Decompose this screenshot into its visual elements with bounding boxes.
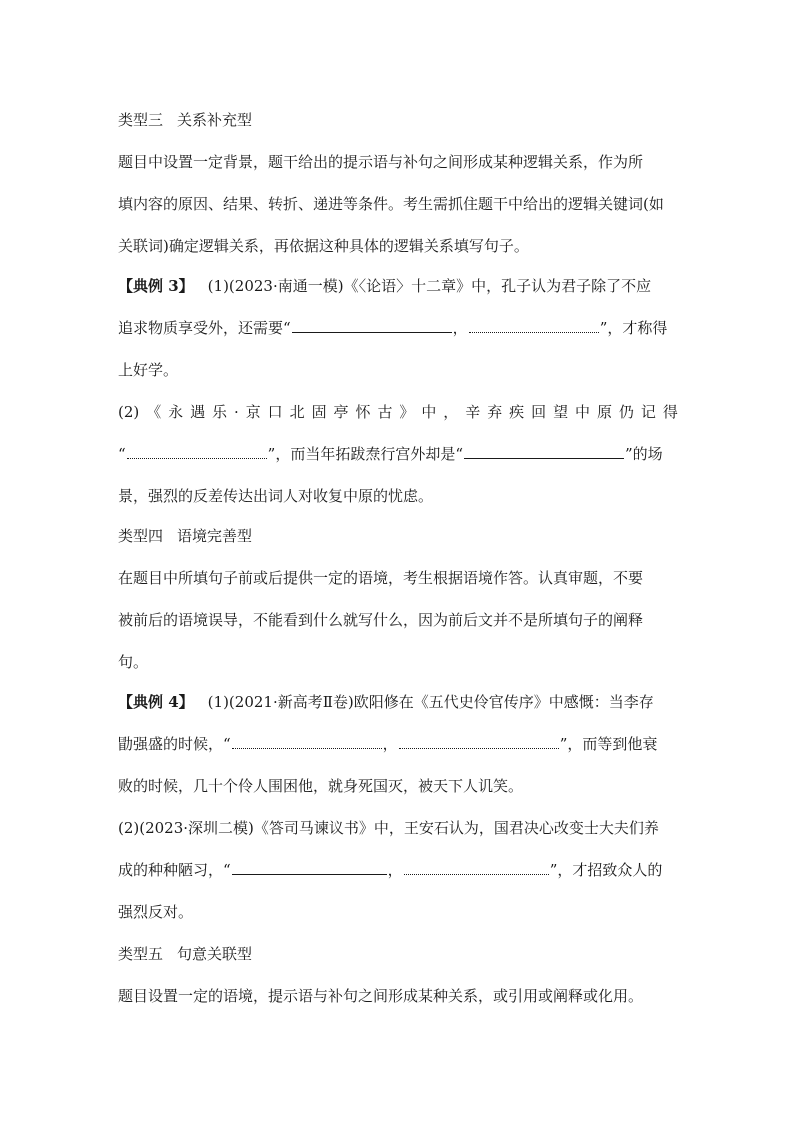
example4-q2-suffix: ”，才招致众人的 — [549, 861, 663, 879]
example4-q1-suffix: ”，而等到他衰 — [559, 735, 658, 753]
type3-heading — [118, 110, 678, 130]
example3-q2-suffix: ”的场 — [625, 445, 663, 463]
justified-char: 乐 — [212, 403, 228, 421]
example3-q1-suffix: ”，才称得 — [599, 319, 668, 337]
justified-char: 疾 — [509, 403, 525, 421]
justified-char: (2) — [118, 403, 140, 421]
example3-q1-prefix: 追求物质享受外，还需要“ — [118, 319, 291, 337]
justified-char: 记 — [640, 403, 656, 421]
type4-desc-line-3: 句。 — [118, 653, 149, 671]
type5-heading — [118, 944, 678, 964]
answer-blank[interactable] — [469, 319, 599, 333]
answer-blank[interactable] — [292, 319, 452, 333]
example3-q2-line-1 — [118, 402, 678, 422]
justified-char: 中 — [421, 403, 437, 421]
answer-blank[interactable] — [127, 445, 267, 459]
justified-char: 固 — [311, 403, 327, 421]
type4-desc-line-2: 被前后的语境误导，不能看到什么就写什么，因为前后文并不是所填句子的阐释 — [118, 611, 644, 629]
separator: ， — [387, 861, 403, 879]
type4-name: 语境完善型 — [177, 527, 253, 545]
justified-char: 京 — [245, 403, 261, 421]
quote-open: “ — [118, 445, 126, 463]
example3-q2-line-2 — [118, 444, 678, 464]
type5-title: 类型五 — [118, 945, 164, 963]
justified-char: 原 — [596, 403, 612, 421]
example3-q1-line-3: 上好学。 — [118, 361, 179, 379]
example3-label: 【典例 3】 — [118, 277, 194, 295]
justified-char: 怀 — [355, 403, 371, 421]
justified-char: 遇 — [190, 403, 206, 421]
type4-title: 类型四 — [118, 527, 164, 545]
justified-char: 辛 — [465, 403, 481, 421]
justified-char: 得 — [662, 403, 678, 421]
justified-char: 》 — [399, 403, 415, 421]
example4-q2-prefix: 成的种种陋习，“ — [118, 861, 231, 879]
type3-desc-line-1: 题目中设置一定背景，题干给出的提示语与补句之间形成某种逻辑关系，作为所 — [118, 153, 644, 171]
justified-char: 弃 — [487, 403, 503, 421]
answer-blank[interactable] — [464, 445, 624, 459]
example4-q1-line-3: 败的时候，几十个伶人围困他，就身死国灭，被天下人讥笑。 — [118, 777, 524, 795]
example4-q1-line-1 — [118, 692, 678, 712]
justified-char: 中 — [575, 403, 591, 421]
example4-q1-line-2 — [118, 734, 678, 754]
example4-label: 【典例 4】 — [118, 693, 194, 711]
type4-heading — [118, 526, 678, 546]
justified-char: ， — [443, 403, 459, 421]
example3-q1-line-1 — [118, 276, 678, 296]
example4-q1-text: (1)(2021·新高考Ⅱ卷)欧阳修在《五代史伶官传序》中感慨：当李存 — [207, 693, 654, 711]
justified-char: 《 — [146, 403, 162, 421]
type3-desc-line-3: 关联词)确定逻辑关系，再依据这种具体的逻辑关系填写句子。 — [118, 237, 529, 255]
justified-char: 口 — [267, 403, 283, 421]
justified-char: 北 — [289, 403, 305, 421]
separator: ， — [382, 735, 398, 753]
example4-q2-line-1: (2)(2023·深圳二模)《答司马谏议书》中，王安石认为，国君决心改变士大夫们养 — [118, 819, 659, 837]
example4-q2-line-3: 强烈反对。 — [118, 903, 194, 921]
justified-char: · — [234, 403, 239, 421]
type5-name: 句意关联型 — [177, 945, 253, 963]
answer-blank[interactable] — [232, 735, 382, 749]
type3-title: 类型三 — [118, 111, 164, 129]
example3-q1-text: (1)(2023·南通一模)《〈论语〉十二章》中，孔子认为君子除了不应 — [207, 277, 652, 295]
example3-q2-line-3: 景，强烈的反差传达出词人对收复中原的忧虑。 — [118, 487, 434, 505]
answer-blank[interactable] — [232, 861, 387, 875]
type4-desc-line-1: 在题目中所填句子前或后提供一定的语境，考生根据语境作答。认真审题，不要 — [118, 569, 644, 587]
justified-char: 回 — [531, 403, 547, 421]
justified-char: 永 — [168, 403, 184, 421]
justified-char: 古 — [377, 403, 393, 421]
example3-q1-line-2 — [118, 318, 678, 338]
justified-char: 仍 — [618, 403, 634, 421]
justified-char: 亭 — [333, 403, 349, 421]
separator: ， — [452, 319, 468, 337]
answer-blank[interactable] — [404, 861, 549, 875]
example3-q2-mid: ”，而当年拓跋焘行宫外却是“ — [267, 445, 464, 463]
type3-desc-line-2: 填内容的原因、结果、转折、递进等条件。考生需抓住题干中给出的逻辑关键词(如 — [118, 195, 664, 213]
example4-q2-line-2 — [118, 860, 678, 880]
example4-q1-prefix: 勖强盛的时候，“ — [118, 735, 231, 753]
justified-char: 望 — [553, 403, 569, 421]
answer-blank[interactable] — [399, 735, 559, 749]
type5-desc-line-1: 题目设置一定的语境，提示语与补句之间形成某种关系，或引用或阐释或化用。 — [118, 987, 644, 1005]
type3-name: 关系补充型 — [177, 111, 253, 129]
